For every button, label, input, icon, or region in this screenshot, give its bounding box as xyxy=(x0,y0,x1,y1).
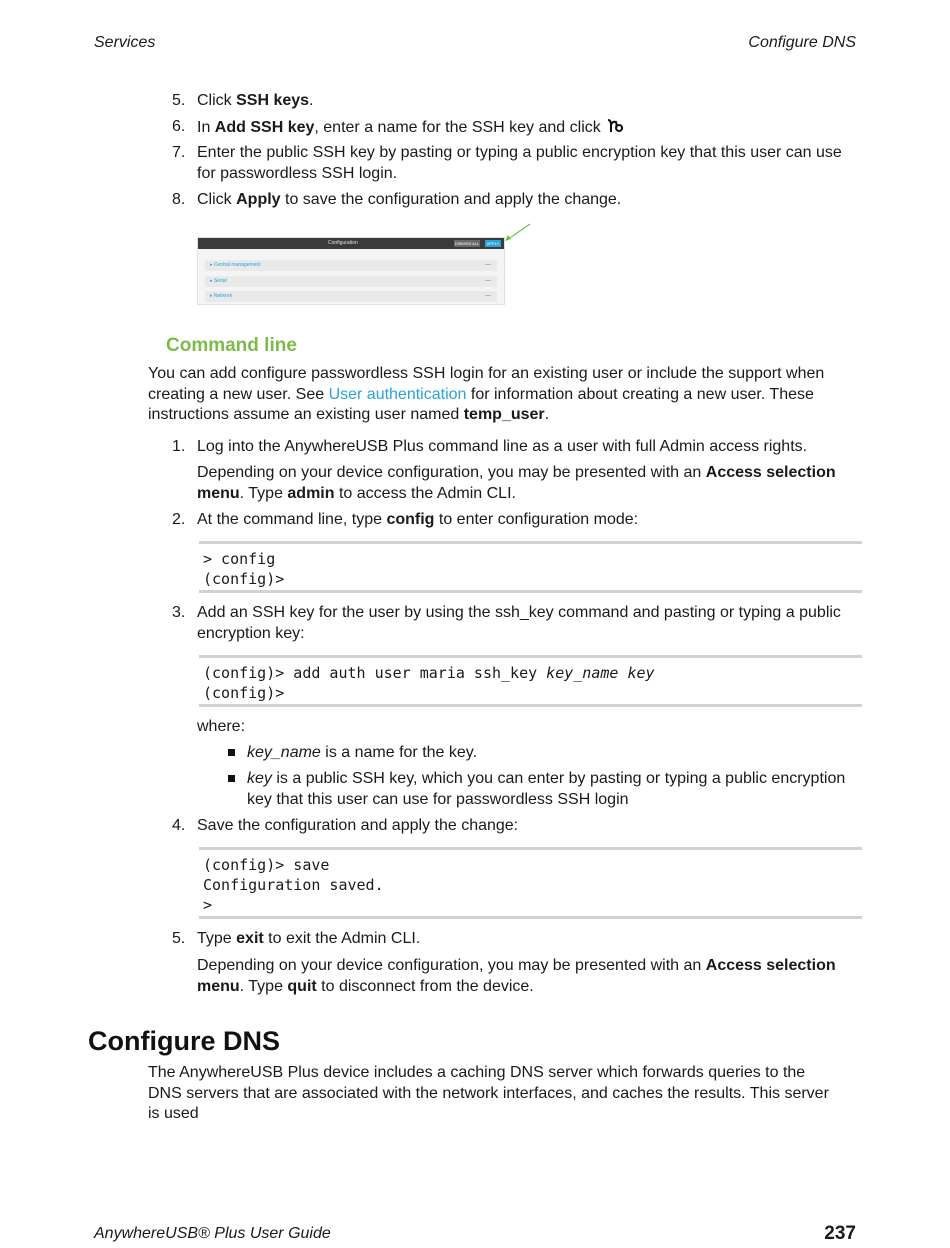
running-header-topic: Configure DNS xyxy=(748,34,856,51)
page-number: 237 xyxy=(824,1223,856,1244)
bullet-square-icon xyxy=(228,749,235,756)
screenshot-title: Configuration xyxy=(328,240,358,246)
command-line-heading: Command line xyxy=(166,335,297,356)
bullet-square-icon xyxy=(228,775,235,782)
user-authentication-link[interactable]: User authentication xyxy=(328,385,467,403)
command-line-intro: You can add configure passwordless SSH login for an existing user or include the support when creating a new user. See User authentication for information about creating a new user. These instructions assume an existing user named temp_user. xyxy=(148,365,825,423)
cli-step-1-note: Depending on your device configuration, you may be presented with an Access selection menu. Type admin to access the Admin CLI. xyxy=(197,464,836,502)
screenshot-row-serial: ▸ Serial — xyxy=(205,276,497,287)
configuration-screenshot xyxy=(197,237,505,305)
code-block-save: (config)> save Configuration saved. > xyxy=(199,847,862,919)
cli-step-5-note: Depending on your device configuration, you may be presented with an Access selection menu. Type quit to disconnect from the device. xyxy=(197,957,836,995)
configure-dns-heading: Configure DNS xyxy=(88,1026,280,1056)
configure-dns-intro: The AnywhereUSB Plus device includes a caching DNS server which forwards queries to the DNS servers that are associated with the network interfaces, and caches the results. This server is used xyxy=(148,1064,829,1122)
apply-button: APPLY xyxy=(486,241,500,246)
running-header-section: Services xyxy=(94,34,156,51)
add-plus-icon xyxy=(605,117,625,135)
code-block-config: > config (config)> xyxy=(199,541,862,593)
code-block-add-key: (config)> add auth user maria ssh_key key_name key (config)> xyxy=(199,655,862,707)
dismiss-all-button: DISMISS ALL xyxy=(454,241,480,246)
arrow-icon xyxy=(502,222,532,244)
where-label: where: xyxy=(197,718,246,735)
screenshot-row-network: ▸ Network — xyxy=(205,291,497,302)
footer-guide-title: AnywhereUSB® Plus User Guide xyxy=(94,1225,331,1242)
screenshot-row-central: ▸ Central management — xyxy=(205,260,497,271)
